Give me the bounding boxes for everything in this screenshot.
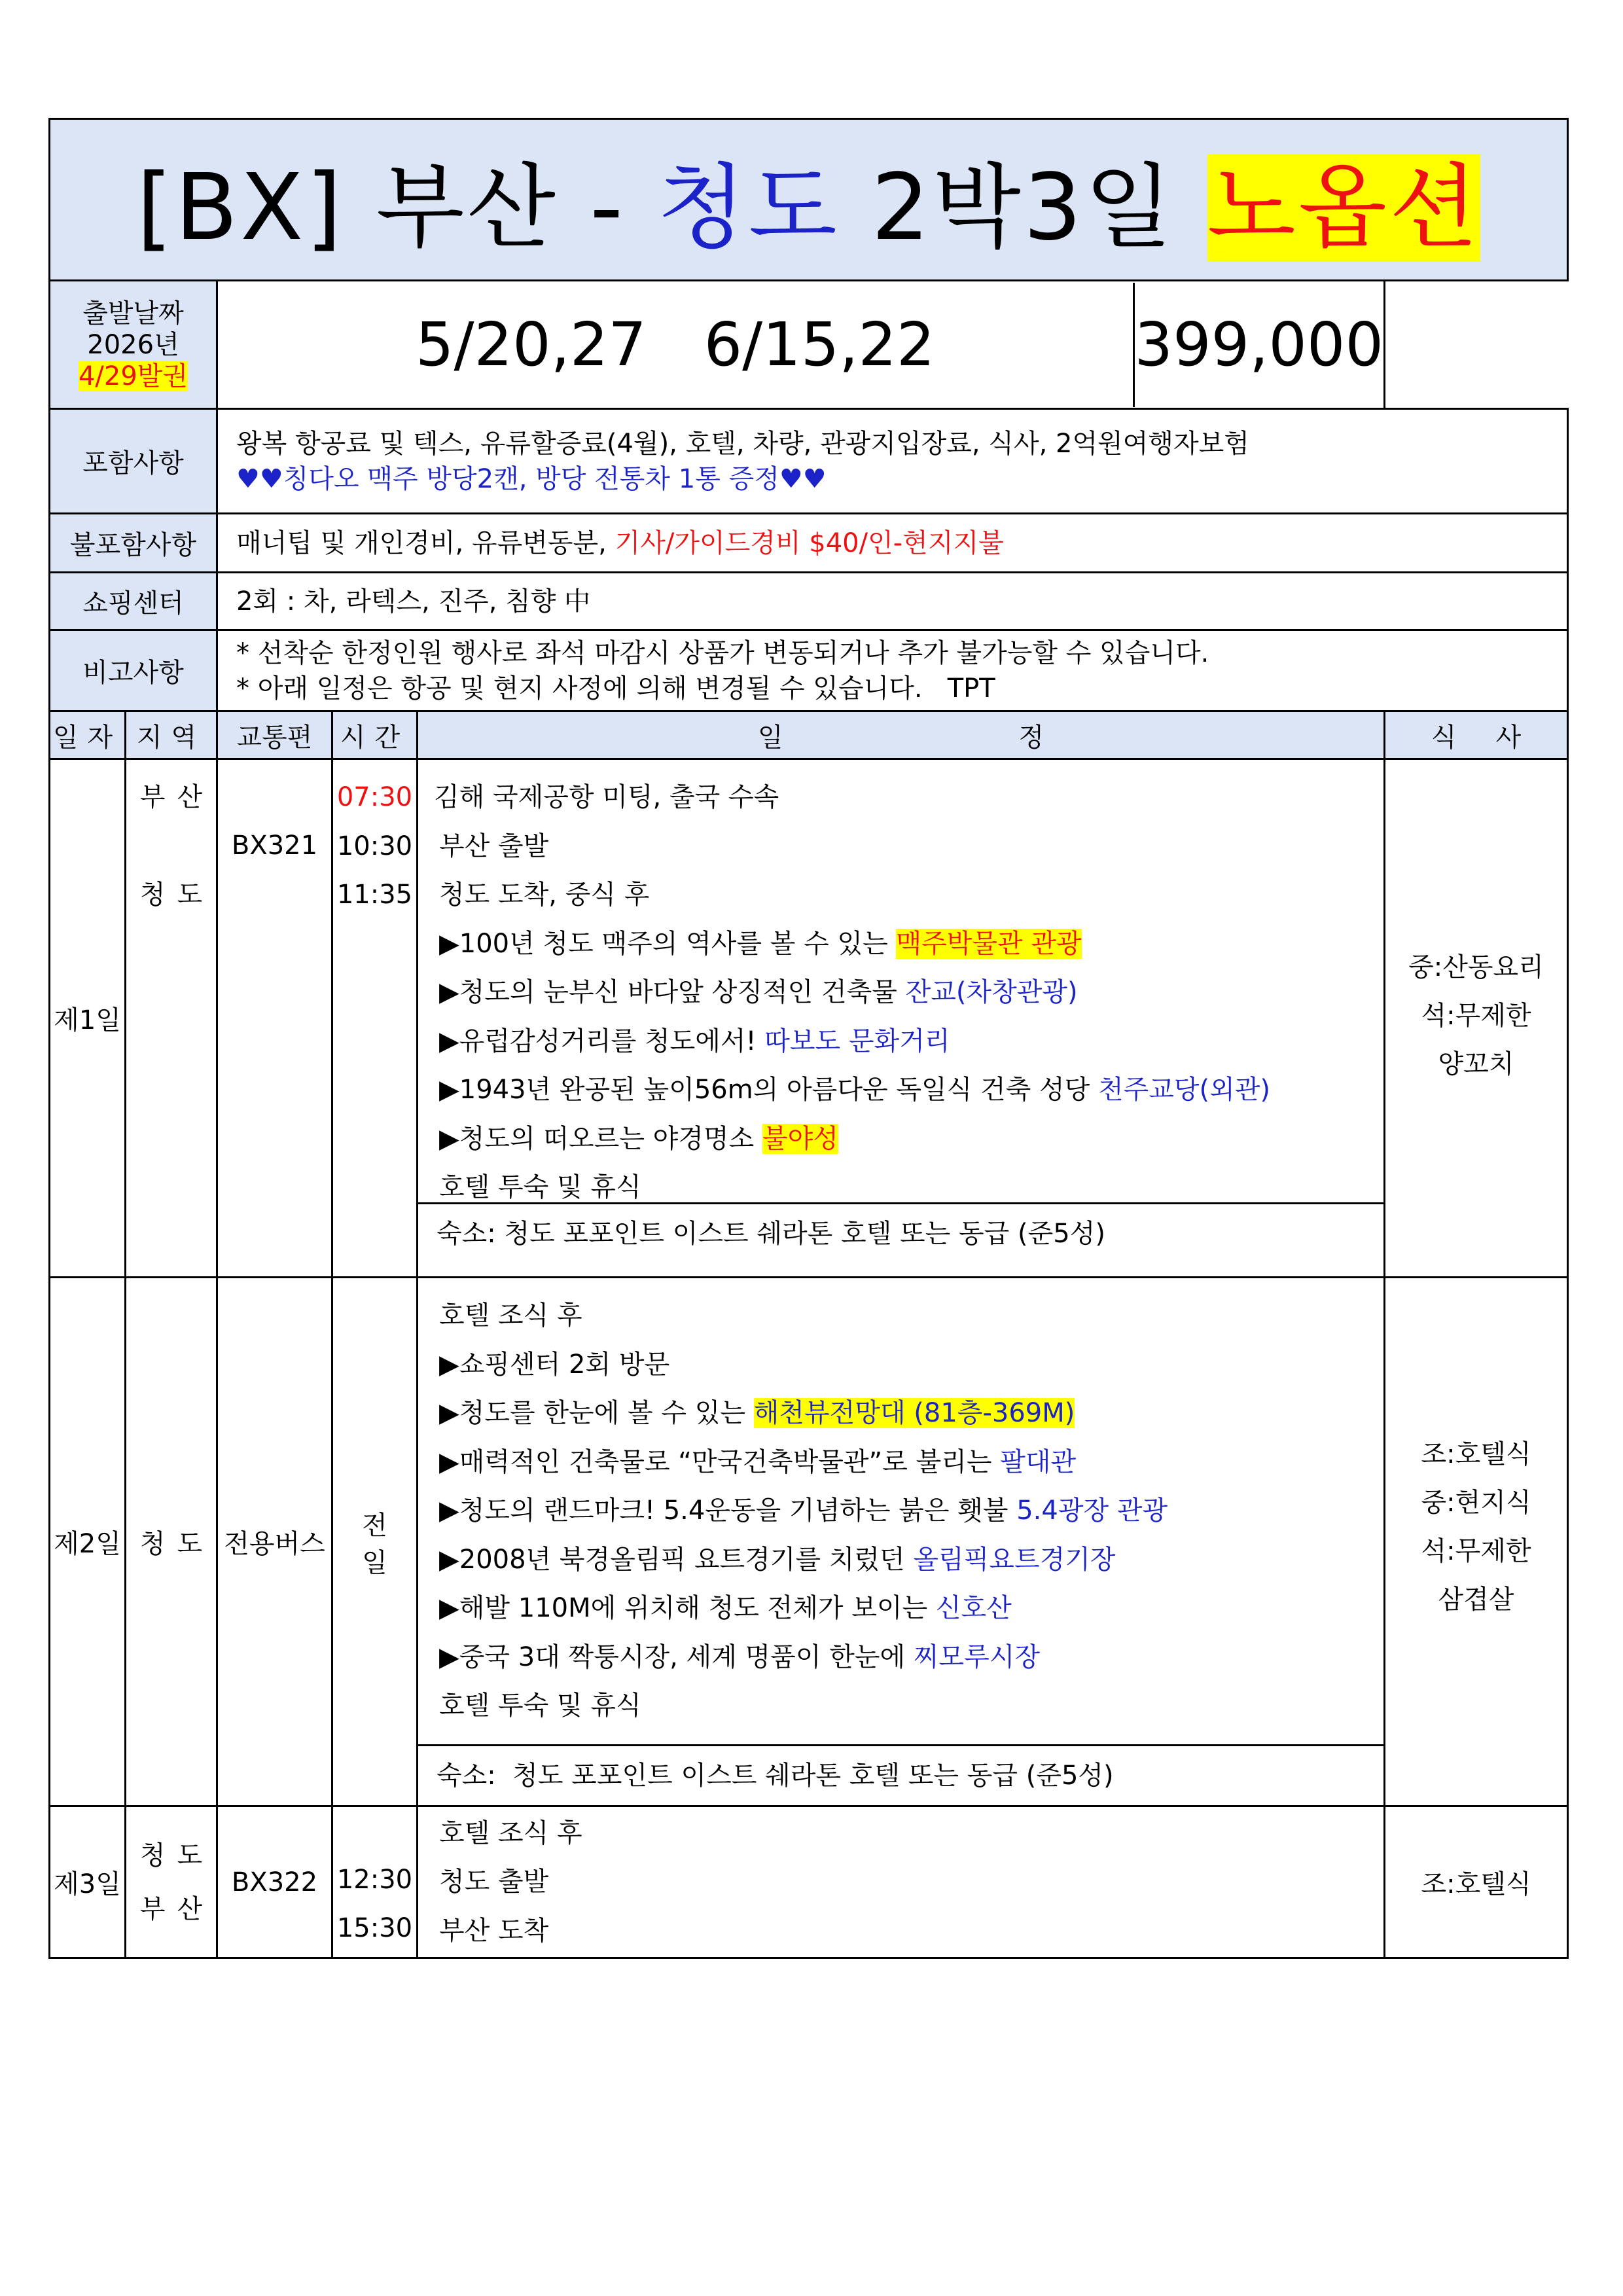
schedule-text: ▶매력적인 건축물로 “만국건축박물관”로 불리는 [439,1446,1001,1477]
schedule-item [439,1438,1383,1487]
day-1-meal-lunch: 중:산동요리 [1408,952,1544,982]
cathedral-link: 천주교당(외관) [1097,1075,1271,1105]
night-view-highlight: 불야성 [762,1123,838,1154]
schedule-item: 호텔 투숙 및 휴식 [439,1691,641,1721]
day-2-meal-breakfast: 조:호텔식 [1421,1439,1531,1469]
included-text [217,409,1568,514]
schedule-item [434,1017,1383,1066]
header-schedule: 일정 [418,711,1385,759]
day-1-region-busan: 부산 [139,782,215,812]
day-3-time-departure: 12:30 [336,1864,413,1895]
notes-line-1: * 선착순 한정인원 행사로 좌석 마감시 상품가 변동되거나 추가 불가능할 수 있습니다. [236,637,1209,668]
schedule-item: 김해 국제공항 미팅, 출국 수속 [434,782,779,812]
schedule-text: ▶유럽감성거리를 청도에서! [439,1026,765,1056]
olympic-sailing-center-link: 올림픽요트경기장 [913,1544,1116,1575]
day-3-time-arrival: 15:30 [336,1912,413,1943]
day-1-meal-dinner: 석:무제한 [1421,1001,1531,1031]
guide-fee-text: 기사/가이드경비 $40/인-현지지불 [615,528,1004,558]
day-2-row [50,1278,1568,1806]
schedule-text: ▶청도를 한눈에 볼 수 있는 [439,1398,754,1428]
day-1-hotel: 숙소: 청도 포포인트 이스트 쉐라톤 호텔 또는 동급 (준5성) [418,1202,1383,1263]
day-2-meal-dinner-menu: 삼겹살 [1438,1585,1514,1615]
schedule-item: 청도 출발 [439,1867,549,1897]
may-fourth-square-link: 5.4광장 관광 [1016,1496,1168,1526]
day-1-row [50,759,1568,1278]
day-3-flight: BX322 [217,1806,332,1958]
day-2-meals [1385,1278,1568,1806]
included-line-1: 왕복 항공료 및 텍스, 유류할증료(4월), 호텔, 차량, 관광지입장료, 식사, 2억원여행자보험 [236,428,1249,459]
header-meals: 식사 [1385,711,1568,759]
title-duration: 2박3일 [871,154,1176,261]
title-no-option-badge: 노옵션 [1207,154,1481,261]
schedule-text: ▶청도의 랜드마크! 5.4운동을 기념하는 붉은 횃불 [439,1496,1017,1526]
day-1-time-departure: 10:30 [336,831,413,861]
ticketing-date-badge: 4/29발권 [78,361,188,391]
header-time: 시간 [332,711,418,759]
schedule-item [434,1115,1383,1164]
badaguan-link: 팔대관 [1000,1446,1077,1477]
excluded-text-main: 매너팁 및 개인경비, 유류변동분, [236,528,615,558]
schedule-text: ▶중국 3대 짝퉁시장, 세계 명품이 한눈에 [439,1641,914,1672]
notes-label: 비고사항 [50,630,217,711]
itinerary-sheet [48,118,1567,1959]
schedule-item: 호텔 조식 후 [439,1300,582,1331]
dabaodao-street-link: 따보도 문화거리 [764,1026,950,1056]
excluded-label: 불포함사항 [50,514,217,573]
day-1-meals [1385,759,1568,1278]
title-destination: 청도 [657,154,840,261]
day-3-meal-breakfast: 조:호텔식 [1385,1806,1568,1958]
day-3-row [50,1806,1568,1958]
schedule-item: ▶쇼핑센터 2회 방문 [439,1349,670,1380]
day-3-region [126,1806,217,1958]
schedule-item [439,1389,1383,1438]
departure-dates-cell [217,281,1385,409]
departure-year: 2026년 [87,329,179,360]
schedule-item [439,1584,1383,1633]
schedule-text: ▶1943년 완공된 높이56m의 아름다운 독일식 건축 성당 [439,1075,1098,1105]
departure-label-cell [50,281,217,409]
schedule-item [439,1633,1383,1682]
schedule-text: ▶2008년 북경올림픽 요트경기를 치렀던 [439,1544,914,1575]
schedule-item: 호텔 조식 후 [439,1818,582,1848]
departure-dates: 5/20,27 6/15,22 [218,283,1135,407]
price: 399,000 [1134,309,1383,380]
day-1-label: 제1일 [50,759,126,1278]
included-label: 포함사항 [50,409,217,514]
day-1-meal-dinner-menu: 양꼬치 [1438,1049,1514,1079]
day-1-time-cell [332,759,418,1278]
schedule-text: ▶청도의 떠오르는 야경명소 [439,1123,762,1154]
excluded-text [217,514,1568,573]
day-2-region: 청도 [126,1278,217,1806]
schedule-item: 부산 출발 [439,831,549,861]
itinerary-table [48,118,1569,1959]
day-1-region-qingdao: 청도 [139,879,215,910]
schedule-text: ▶해발 110M에 위치해 청도 전체가 보이는 [439,1593,936,1623]
departure-label: 출발날짜 [82,298,184,329]
schedule-item [434,920,1383,969]
schedule-item: 호텔 투숙 및 휴식 [439,1172,641,1202]
observatory-highlight: 해천뷰전망대 (81층-369M) [753,1398,1075,1428]
jimolu-market-link: 찌모루시장 [913,1641,1041,1672]
day-1-transport-cell [217,759,332,1278]
page-title [50,119,1568,281]
day-1-time-arrival: 11:35 [336,880,413,910]
header-region: 지역 [126,711,217,759]
shopping-label: 쇼핑센터 [50,573,217,630]
schedule-item: 청도 도착, 중식 후 [439,880,650,910]
schedule-item [439,1486,1383,1535]
day-3-time-cell [332,1806,418,1958]
header-day: 일자 [50,711,126,759]
title-prefix: [BX] 부산 - [136,154,626,261]
day-3-region-busan: 부산 [139,1893,215,1924]
schedule-item [439,1535,1383,1585]
day-1-flight: BX321 [231,831,318,861]
day-2-transport: 전용버스 [217,1278,332,1806]
day-2-hotel: 숙소: 청도 포포인트 이스트 쉐라톤 호텔 또는 동급 (준5성) [418,1744,1383,1805]
schedule-item [434,1066,1383,1115]
notes-text [217,630,1568,711]
signal-hill-link: 신호산 [935,1593,1012,1623]
schedule-text: ▶100년 청도 맥주의 역사를 볼 수 있는 [439,928,897,959]
notes-line-2: * 아래 일정은 항공 및 현지 사정에 의해 변경될 수 있습니다. TPT [236,673,995,704]
shopping-text: 2회 : 차, 라텍스, 진주, 침향 中 [217,573,1568,630]
day-3-label: 제3일 [50,1806,126,1958]
day-2-meal-dinner: 석:무제한 [1421,1536,1531,1566]
day-1-region [126,759,217,1278]
day-2-meal-lunch: 중:현지식 [1421,1488,1531,1518]
header-transport: 교통편 [217,711,332,759]
included-gift-line: ♥♥칭다오 맥주 방당2캔, 방당 전통차 1통 증정♥♥ [236,463,827,494]
schedule-item [434,968,1383,1017]
day-3-region-qingdao: 청도 [139,1840,215,1871]
schedule-text: ▶청도의 눈부신 바다앞 상징적인 건축물 [439,977,906,1007]
zhanqiao-pier-link: 잔교(차창관광) [905,977,1078,1007]
day-1-schedule [418,759,1385,1278]
day-3-schedule [418,1806,1385,1958]
day-2-label: 제2일 [50,1278,126,1806]
day-2-schedule [418,1278,1385,1806]
schedule-item: 부산 도착 [439,1915,549,1946]
day-2-time: 전일 [332,1278,418,1806]
day-1-time-meeting: 07:30 [336,782,413,812]
beer-museum-highlight: 맥주박물관 관광 [896,928,1082,959]
